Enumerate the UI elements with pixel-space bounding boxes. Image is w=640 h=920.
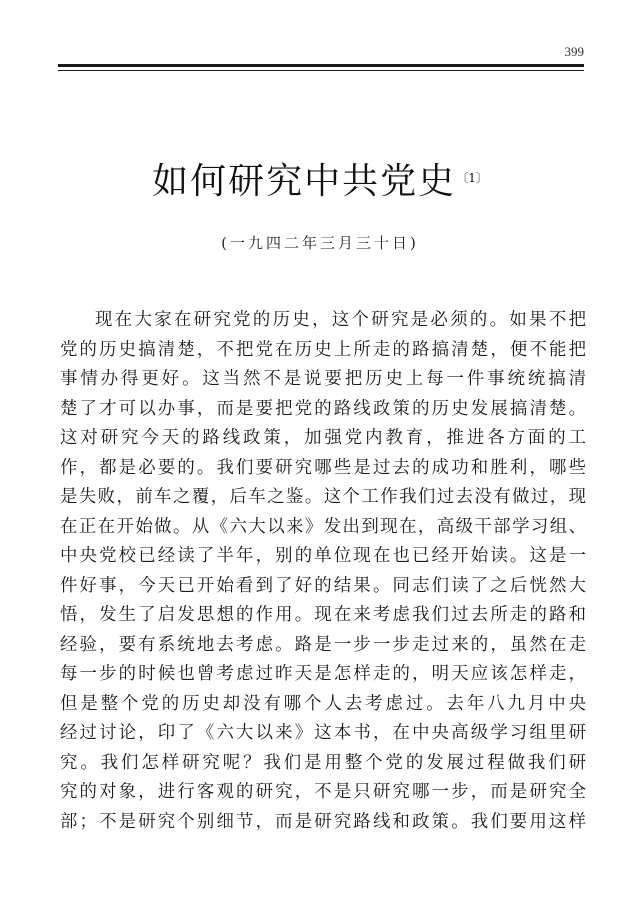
article-title: 如何研究中共党史 <box>152 161 457 202</box>
article-title-block <box>0 158 640 206</box>
page-number: 399 <box>564 44 584 59</box>
article-body <box>60 306 586 837</box>
body-line: 是失败，前车之覆，后车之鉴。这个工作我们过去没有做过，现 <box>60 487 586 507</box>
body-line: 事情办得更好。这当然不是说要把历史上每一件事统统搞清 <box>60 369 586 389</box>
body-line: 究的对象，进行客观的研究，不是只研究哪一步，而是研究全 <box>60 782 586 802</box>
body-line: 每一步的时候也曾考虑过昨天是怎样走的，明天应该怎样走， <box>60 664 586 684</box>
body-line: 这对研究今天的路线政策，加强党内教育，推进各方面的工 <box>60 428 586 448</box>
body-line: 在正在开始做。从《六大以来》发出到现在，高级干部学习组、 <box>60 516 586 537</box>
body-line: 悟，发生了启发思想的作用。现在来考虑我们过去所走的路和 <box>60 605 586 625</box>
body-line: 件好事，今天已开始看到了好的结果。同志们读了之后恍然大 <box>60 575 586 596</box>
body-line: 究。我们怎样研究呢？我们是用整个党的发展过程做我们研 <box>60 752 586 773</box>
body-line: 经验，要有系统地去考虑。路是一步一步走过来的，虽然在走 <box>60 634 586 655</box>
body-line: 中央党校已经读了半年，别的单位现在也已经开始读。这是一 <box>60 546 586 566</box>
body-line: 现在大家在研究党的历史，这个研究是必须的。如果不把 <box>95 310 586 330</box>
article-date: (一九四二年三月三十日) <box>221 234 419 252</box>
body-line: 党的历史搞清楚，不把党在历史上所走的路搞清楚，便不能把 <box>60 339 586 360</box>
body-line: 作，都是必要的。我们要研究哪些是过去的成功和胜利，哪些 <box>60 457 586 478</box>
body-line: 楚了才可以办事，而是要把党的路线政策的历史发展搞清楚。 <box>60 398 586 419</box>
footnote-marker[interactable]: 〔1〕 <box>456 171 488 185</box>
body-line: 经过讨论，印了《六大以来》这本书，在中央高级学习组里研 <box>60 723 586 743</box>
header-rule-thin <box>58 70 584 71</box>
body-line: 部；不是研究个别细节，而是研究路线和政策。我们要用这样 <box>60 811 586 832</box>
body-line: 但是整个党的历史却没有哪个人去考虑过。去年八九月中央 <box>60 693 586 714</box>
header-rule-thick <box>58 64 584 67</box>
